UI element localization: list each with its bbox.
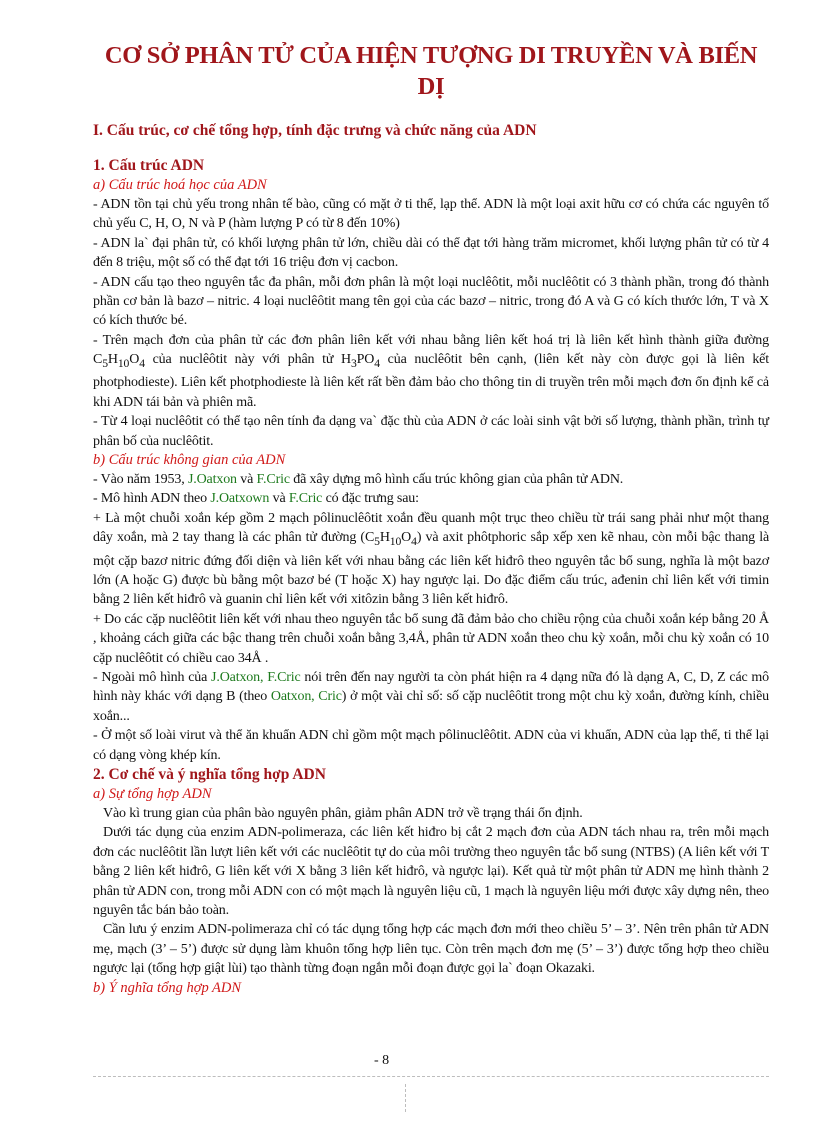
heading-adn-structure: 1. Cấu trúc ADN <box>93 157 205 174</box>
heading-synthesis: 2. Cơ chế và ý nghĩa tổng hợp ADN <box>93 765 326 783</box>
paragraph: - ADN la` đại phân tử, có khối lượng phân tử lớn, chiều dài có thể đạt tới hàng trăm micromet, khối lượng phân tử có từ 4 đến 8 triệu, một số có thể đạt tới 16 triệu đơn vị cacbon. <box>93 235 769 271</box>
paragraph: - Ở một số loài virut và thể ăn khuẩn ADN chỉ gồm một mạch pôlinuclêôtit. ADN của vi khuẩn, ADN của lạp thể, ti thể lại có dạng vòng khép kín. <box>93 728 769 763</box>
paragraph: - ADN tồn tại chủ yếu trong nhân tế bào, cũng có mặt ở ti thể, lạp thể. ADN là một loại axit hữu cơ có chứa các nguyên tố chủ yếu C, H, O, N và P (hàm lượng P có từ 8 đến 10%) <box>93 197 769 232</box>
document-title: CƠ SỞ PHÂN TỬ CỦA HIỆN TƯỢNG DI TRUYỀN VÀ BIẾN DỊ <box>104 42 758 100</box>
document-page <box>93 40 769 998</box>
paragraph-bonds: - Trên mạch đơn của phân tử các đơn phân liên kết với nhau bằng liên kết hoá trị là liên kết hình thành giữa đường $C_5H_{10}O_4$ của nuclêôtit này với phân tử $H_3PO_4$ của nuclêôtit bên cạnh, (liên kết này còn được gọi là liên kết photphodieste). Liên kết photphodieste là liên kết rất bền đảm bảo cho thông tin di truyền trên mỗi mạch đơn ổn định kể cả khi ADN tái bản và phiên mã. <box>93 332 769 410</box>
paragraph-other-forms: - Ngoài mô hình của J.Oatxon, F.Cric nói trên đến nay người ta còn phát hiện ra 4 dạng nữa đó là dạng A, C, D, Z các mô hình này khác với dạng B (theo Oatxon, Cric) ở một vài chỉ số: số cặp nuclêôtit trong một chu kỳ xoắn, đường kính, chiều xoắn... <box>93 669 769 724</box>
page-number: - 8 <box>374 1053 390 1068</box>
paragraph: - ADN cấu tạo theo nguyên tắc đa phân, mỗi đơn phân là một loại nuclêôtit, mỗi nuclêôtit có 3 thành phần, trong đó thành phần cơ bản là bazơ – nitric. 4 loại nuclêôtit mang tên gọi của các bazơ – nitric, trong đó A và G có kích thước lớn, T và X có kích thước bé. <box>93 274 769 329</box>
paragraph: Vào kì trung gian của phân bào nguyên phân, giảm phân ADN trở về trạng thái ổn định. <box>103 805 583 821</box>
name-link: J.Oatxon, F.Cric <box>211 669 301 685</box>
heading-chemical-structure: a) Cấu trúc hoá học của ADN <box>93 177 267 193</box>
paragraph: + Do các cặp nuclêôtit liên kết với nhau theo nguyên tắc bổ sung đã đảm bảo cho chiều rộng của chuỗi xoắn kép bằng 20 Å , khoảng cách giữa các bậc thang trên chuỗi xoắn bằng 3,4Å, phân tử ADN xoắn theo chu kỳ xoắn, mỗi chu kỳ xoắn có 10 cặp nuclêôtit có chiều cao 34Å . <box>93 611 769 666</box>
section-heading-1: I. Cấu trúc, cơ chế tổng hợp, tính đặc trưng và chức năng của ADN <box>93 122 537 139</box>
name-link: J.Oatxown <box>210 491 270 507</box>
paragraph-model: - Mô hình ADN theo J.Oatxown và F.Cric có đặc trưng sau: <box>93 491 419 507</box>
paragraph-watson-crick: - Vào năm 1953, J.Oatxon và F.Cric đã xây dựng mô hình cấu trúc không gian của phân tử ADN. <box>93 472 624 488</box>
paragraph-double-helix: + Là một chuỗi xoắn kép gồm 2 mạch pôlinuclêôtit xoắn đều quanh một trục theo chiều từ trái sang phải như một thang dây xoắn, mà 2 tay thang là các phân tử đường $(C_5H_{10}O_4)$ và axit phôtphoric sắp xếp xen kẽ nhau, còn mỗi bậc thang là một cặp bazơ nitric đứng đối diện và liên kết với nhau bằng các liên kết hiđrô theo nguyên tắc bổ sung, nghĩa là một bazơ lớn (A hoặc G) được bù bằng một bazơ bé (T hoặc X) hay ngược lại. Do đặc điểm cấu trúc, ađenin chỉ liên kết với timin bằng 2 liên kết hiđrô và guanin chỉ liên kết với xitôzin bằng 3 liên kết hiđrô. <box>93 510 770 608</box>
footer-marker <box>405 1084 407 1112</box>
paragraph: Cần lưu ý enzim ADN-polimeraza chỉ có tác dụng tổng hợp các mạch đơn mới theo chiều 5’ – 3’. Nên trên phân tử ADN mẹ, mạch (3’ – 5’) được sử dụng làm khuôn tổng hợp liên tục. Còn trên mạch đơn mẹ (5’ – 3’) được tổng hợp theo chiều ngược lại (tổng hợp giật lùi) tạo thành từng đoạn ngắn mỗi đoạn được gọi la` đoạn Okazaki. <box>93 922 769 977</box>
name-link: F.Cric <box>288 491 323 507</box>
heading-synthesis-meaning: b) Ý nghĩa tổng hợp ADN <box>93 979 242 996</box>
paragraph: - Từ 4 loại nuclêôtit có thể tạo nên tính đa dạng va` đặc thù của ADN ở các loài sinh vật bởi số lượng, thành phần, trình tự phân bố của nuclêôtit. <box>93 414 769 449</box>
paragraph: Dưới tác dụng của enzim ADN-polimeraza, các liên kết hiđro bị cắt 2 mạch đơn của ADN tách nhau ra, trên mỗi mạch đơn các nuclêôtit lần lượt liên kết với các nuclêôtit tự do của môi trường theo nguyên tắc bổ sung (NTBS) (A liên kết với T bằng 2 liên kết hiđrô, G liên kết với X bằng 3 liên kết hiđrô, và ngược lại). Kết quả từ một phân tử ADN mẹ hình thành 2 phân tử ADN con, trong mỗi ADN con có một mạch là nguyên liệu cũ, 1 mạch là nguyên liệu mới được xây dựng nên, theo nguyên tắc bán bảo toàn. <box>93 825 769 918</box>
name-link: Oatxon, Cric <box>270 689 342 705</box>
footer-divider <box>93 1076 769 1077</box>
name-link: J.Oatxon <box>187 472 237 488</box>
name-link: F.Cric <box>256 472 290 488</box>
heading-adn-synthesis: a) Sự tổng hợp ADN <box>93 785 212 802</box>
heading-spatial-structure: b) Cấu trúc không gian của ADN <box>93 452 286 469</box>
